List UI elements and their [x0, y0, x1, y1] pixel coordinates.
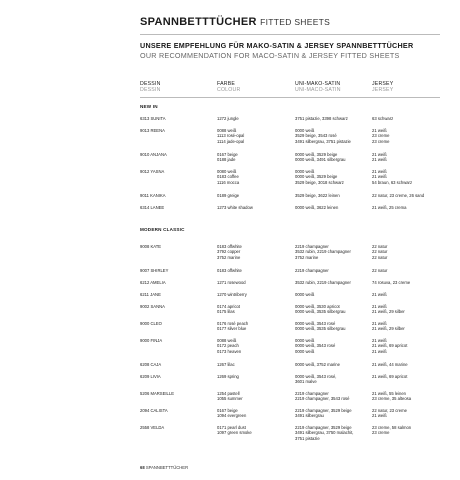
cell-line: 0000 weiß, 3529 beige: [295, 152, 338, 157]
title-de: SPANNBETTTÜCHER: [140, 16, 257, 28]
dessin-cell: [140, 193, 166, 198]
cell-line: 1097 green smoke: [217, 430, 252, 436]
farbe-cell: [217, 292, 247, 297]
satin-cell: [295, 169, 344, 185]
jersey-cell: [372, 152, 387, 163]
cell-line: 1055 summer: [217, 396, 243, 402]
cell-line: 0183 offwhite: [217, 244, 242, 249]
satin-cell: [295, 205, 338, 210]
cell-line: 0000 weiß: [295, 128, 315, 133]
cell-line: 3751 pistazie: [295, 435, 320, 441]
cell-line: 0172 peach: [217, 343, 239, 349]
cell-line: 0000 weiß: [295, 338, 315, 343]
farbe-cell: [217, 116, 239, 121]
cell-line: 23 creme, 58 salmon: [372, 425, 412, 430]
cell-line: 2094 CALISTA: [140, 408, 168, 413]
dessin-cell: [140, 169, 164, 174]
cell-line: 21 weiß: [372, 169, 387, 174]
satin-cell: [295, 128, 351, 144]
cell-line: 0000 weiß, 3529 beige: [295, 174, 338, 180]
dessin-cell: [140, 205, 164, 210]
cell-line: 3529 beige, 3018 schwarz: [295, 179, 344, 185]
dessin-cell: [140, 128, 165, 133]
jersey-cell: [372, 128, 389, 144]
cell-line: 6211 JANE: [140, 292, 161, 297]
dessin-cell: [140, 408, 168, 413]
cell-line: 9000 FINJA: [140, 338, 163, 343]
jersey-cell: [372, 116, 393, 121]
farbe-cell: [217, 304, 240, 315]
cell-line: 0176 rosé peach: [217, 321, 249, 326]
cell-line: 6209 LIVIA: [140, 374, 161, 379]
farbe-cell: [217, 152, 238, 163]
dessin-cell: [140, 304, 165, 309]
satin-cell: [295, 408, 352, 419]
column-header-de: DESSIN: [140, 81, 161, 87]
farbe-cell: [217, 321, 248, 332]
cell-line: 1267 lilac: [217, 362, 235, 367]
cell-line: 0088 weiß: [217, 338, 237, 343]
cell-line: 3532 rubin, 2219 champagner: [295, 280, 351, 285]
cell-line: 21 weiß, 29 silber: [372, 326, 405, 332]
cell-line: 0000 weiß, 3543 rosé: [295, 321, 336, 326]
cell-line: 0188 jade: [217, 157, 236, 163]
cell-line: 1273 white shadow: [217, 205, 253, 210]
satin-cell: [295, 338, 335, 354]
cell-line: 1094 evergreen: [217, 413, 247, 419]
cell-line: 0000 weiß, 3535 silbergrau: [295, 309, 346, 315]
cell-line: 0183 coffee: [217, 174, 239, 180]
jersey-cell: [372, 292, 387, 297]
column-header-jersey: [372, 81, 393, 94]
jersey-cell: [372, 244, 387, 260]
cell-line: 22 natur: [372, 244, 388, 249]
cell-line: 6212 AMELIA: [140, 280, 166, 285]
cell-line: 22 natur: [372, 254, 388, 260]
cell-line: 3792 copper: [217, 249, 241, 255]
jersey-cell: [372, 408, 407, 419]
cell-line: 2219 champagner: [295, 268, 329, 273]
page-number: 68: [140, 465, 145, 470]
column-header-de: FARBE: [217, 81, 236, 87]
satin-cell: [295, 321, 346, 332]
cell-line: 21 weiß, 69 apricot: [372, 374, 408, 379]
cell-line: 3491 silbergrau: [295, 413, 324, 419]
cell-line: 0000 weiß, 3543 rosé,: [295, 374, 337, 379]
satin-cell: [295, 280, 351, 285]
cell-line: 3529 beige, 3543 rosé: [295, 133, 337, 139]
column-header-satin: [295, 81, 341, 94]
header-divider: [140, 97, 440, 98]
column-header-dessin: [140, 81, 161, 94]
column-header-en: JERSEY: [372, 87, 394, 94]
cell-line: 0000 weiß, 3752 marine: [295, 362, 340, 367]
farbe-cell: [217, 362, 235, 367]
satin-cell: [295, 152, 346, 163]
cell-line: 0000 weiß, 3491 silbergrau: [295, 157, 346, 163]
title-en: FITTED SHEETS: [260, 17, 331, 27]
farbe-cell: [217, 425, 252, 436]
satin-cell: [295, 374, 336, 385]
column-header-en: DESSIN: [140, 87, 161, 94]
dessin-cell: [140, 152, 167, 157]
farbe-cell: [217, 391, 243, 402]
cell-line: 9010 ANJANA: [140, 152, 167, 157]
cell-line: 0173 heaven: [217, 348, 242, 354]
cell-line: 21 weiß, 25 crema: [372, 205, 407, 210]
satin-cell: [295, 116, 348, 121]
jersey-cell: [372, 321, 405, 332]
cell-line: 0167 beige: [217, 152, 238, 157]
cell-line: 2219 champagner: [295, 244, 329, 249]
cell-line: 0000 weiß, 3535 silbergrau: [295, 326, 346, 332]
cell-line: 3491 silbergrau, 3750 malachit,: [295, 430, 354, 436]
jersey-cell: [372, 391, 411, 402]
cell-line: 23 creme: [372, 138, 390, 144]
satin-cell: [295, 391, 349, 402]
cell-line: 21 weiß: [372, 157, 387, 163]
cell-line: 9007 SHIRLEY: [140, 268, 169, 273]
cell-line: 1113 rosé-opal: [217, 133, 245, 139]
cell-line: 23 creme: [372, 133, 390, 139]
dessin-cell: [140, 116, 166, 121]
satin-cell: [295, 292, 314, 297]
cell-line: 21 weiß: [372, 174, 387, 180]
section-title: NEW IN: [140, 104, 158, 109]
cell-line: 54 braun, 63 schwarz: [372, 179, 413, 185]
farbe-cell: [217, 128, 244, 144]
cell-line: 2558 VELDA: [140, 425, 165, 430]
farbe-cell: [217, 205, 253, 210]
cell-line: 21 weiß: [372, 413, 387, 419]
cell-line: 22 natur: [372, 268, 388, 273]
cell-line: 9008 KATE: [140, 244, 162, 249]
cell-line: 6313 SUNITA: [140, 116, 166, 121]
cell-line: 1269 spring: [217, 374, 239, 379]
cell-line: 21 weiß: [372, 304, 387, 309]
jersey-cell: [372, 280, 410, 285]
column-header-de: JERSEY: [372, 81, 394, 87]
page-title: [140, 16, 330, 28]
cell-line: 9002 SANNA: [140, 304, 165, 309]
satin-cell: [295, 362, 340, 367]
cell-line: 74 rosuva, 23 creme: [372, 280, 411, 285]
cell-line: 6208 CAJA: [140, 362, 162, 367]
jersey-cell: [372, 193, 424, 198]
cell-line: 0000 weiß: [295, 348, 315, 354]
cell-line: 9000 CLEO: [140, 321, 162, 326]
cell-line: 21 weiß: [372, 338, 387, 343]
cell-line: 0080 weiß: [217, 169, 237, 174]
cell-line: 5206 MARSEILLE: [140, 391, 174, 396]
cell-line: 0174 apricot: [217, 304, 241, 309]
cell-line: 21 weiß, 55 leinen: [372, 391, 406, 396]
cell-line: 0171 pearl dust: [217, 425, 246, 430]
cell-line: 21 weiß, 69 apricot: [372, 343, 408, 349]
jersey-cell: [372, 304, 405, 315]
farbe-cell: [217, 374, 239, 379]
cell-line: 0167 beige: [217, 408, 238, 413]
jersey-cell: [372, 374, 407, 379]
cell-line: 0175 lilas: [217, 309, 235, 315]
page-footer: [140, 465, 188, 470]
cell-line: 1270 wintriberry: [217, 292, 247, 297]
cell-line: 0189 greige: [217, 193, 240, 198]
footer-text: SPANNBETTTÜCHER: [145, 465, 189, 470]
farbe-cell: [217, 338, 241, 354]
cell-line: 23 creme: [372, 430, 390, 436]
cell-line: 1114 jade-opal: [217, 138, 245, 144]
cell-line: 1116 mocca: [217, 179, 240, 185]
cell-line: 22 natur: [372, 249, 388, 255]
satin-cell: [295, 425, 353, 441]
cell-line: 21 weiß: [372, 348, 387, 354]
cell-line: 2219 champagner: [295, 391, 329, 396]
cell-line: 21 weiß: [372, 292, 387, 297]
column-header-de: UNI-MAKO-SATIN: [295, 81, 341, 87]
column-header-en: COLOUR: [217, 87, 241, 94]
cell-line: 2219 champagner, 3543 rosé: [295, 396, 350, 402]
divider: [140, 34, 440, 35]
cell-line: 0183 offwhite: [217, 268, 242, 273]
cell-line: 9012 YASNA: [140, 169, 165, 174]
cell-line: 2219 champagner, 3529 beige: [295, 425, 352, 430]
cell-line: 63 schwarz: [372, 116, 394, 121]
jersey-cell: [372, 338, 407, 354]
recommendation-en: OUR RECOMMENDATION FOR MACO-SATIN & JERSEY FITTED SHEETS: [140, 51, 400, 60]
cell-line: 23 creme, 35 alteosa: [372, 396, 412, 402]
jersey-cell: [372, 268, 387, 273]
cell-line: 3532 rubin, 2219 champagner: [295, 249, 351, 255]
dessin-cell: [140, 425, 164, 430]
dessin-cell: [140, 244, 161, 249]
cell-line: 3491 silbergrau, 3751 pistazie: [295, 138, 351, 144]
section-title: MODERN CLASSIC: [140, 227, 185, 232]
dessin-cell: [140, 391, 174, 396]
farbe-cell: [217, 268, 242, 273]
column-header-farbe: [217, 81, 240, 94]
dessin-cell: [140, 268, 168, 273]
cell-line: 1271 rosewood: [217, 280, 246, 285]
dessin-cell: [140, 321, 162, 326]
cell-line: 3752 marine: [295, 254, 319, 260]
cell-line: 3601 malve: [295, 379, 317, 385]
cell-line: 22 natur, 23 creme: [372, 408, 407, 413]
jersey-cell: [372, 169, 412, 185]
dessin-cell: [140, 338, 162, 343]
cell-line: 0000 weiß: [295, 169, 315, 174]
satin-cell: [295, 268, 329, 273]
jersey-cell: [372, 205, 406, 210]
farbe-cell: [217, 193, 239, 198]
dessin-cell: [140, 374, 161, 379]
cell-line: 1254 pastell: [217, 391, 240, 396]
cell-line: 6314 LANEE: [140, 205, 165, 210]
jersey-cell: [372, 362, 408, 367]
cell-line: 2219 champagner, 3529 beige: [295, 408, 352, 413]
farbe-cell: [217, 280, 246, 285]
cell-line: 3529 beige, 3622 leinen: [295, 193, 340, 198]
cell-line: 21 weiß: [372, 321, 387, 326]
cell-line: 0088 weiß: [217, 128, 237, 133]
cell-line: 1272 jungle: [217, 116, 239, 121]
dessin-cell: [140, 280, 166, 285]
dessin-cell: [140, 362, 161, 367]
cell-line: 21 weiß, 29 silber: [372, 309, 405, 315]
farbe-cell: [217, 169, 239, 185]
recommendation-de: UNSERE EMPFEHLUNG FÜR MAKO-SATIN & JERSEY SPANNBETTTÜCHER: [140, 41, 414, 50]
cell-line: 0000 weiß: [295, 292, 315, 297]
cell-line: 21 weiß: [372, 152, 387, 157]
cell-line: 3752 marine: [217, 254, 241, 260]
farbe-cell: [217, 408, 246, 419]
column-header-en: UNI-MACO-SATIN: [295, 87, 341, 94]
cell-line: 0177 silver blue: [217, 326, 247, 332]
cell-line: 0000 weiß, 3543 rosé: [295, 343, 336, 349]
cell-line: 9011 KANIKA: [140, 193, 166, 198]
cell-line: 0000 weiß, 3530 apricot: [295, 304, 340, 309]
dessin-cell: [140, 292, 161, 297]
cell-line: 21 weiß, 44 marine: [372, 362, 408, 367]
jersey-cell: [372, 425, 411, 436]
cell-line: 22 natur, 23 creme, 26 sand: [372, 193, 425, 198]
cell-line: 0000 weiß, 3622 leinen: [295, 205, 339, 210]
satin-cell: [295, 193, 340, 198]
satin-cell: [295, 304, 346, 315]
cell-line: 3751 pistazie, 3398 schwarz: [295, 116, 348, 121]
cell-line: 9013 REENA: [140, 128, 165, 133]
satin-cell: [295, 244, 351, 260]
cell-line: 21 weiß: [372, 128, 387, 133]
farbe-cell: [217, 244, 242, 260]
